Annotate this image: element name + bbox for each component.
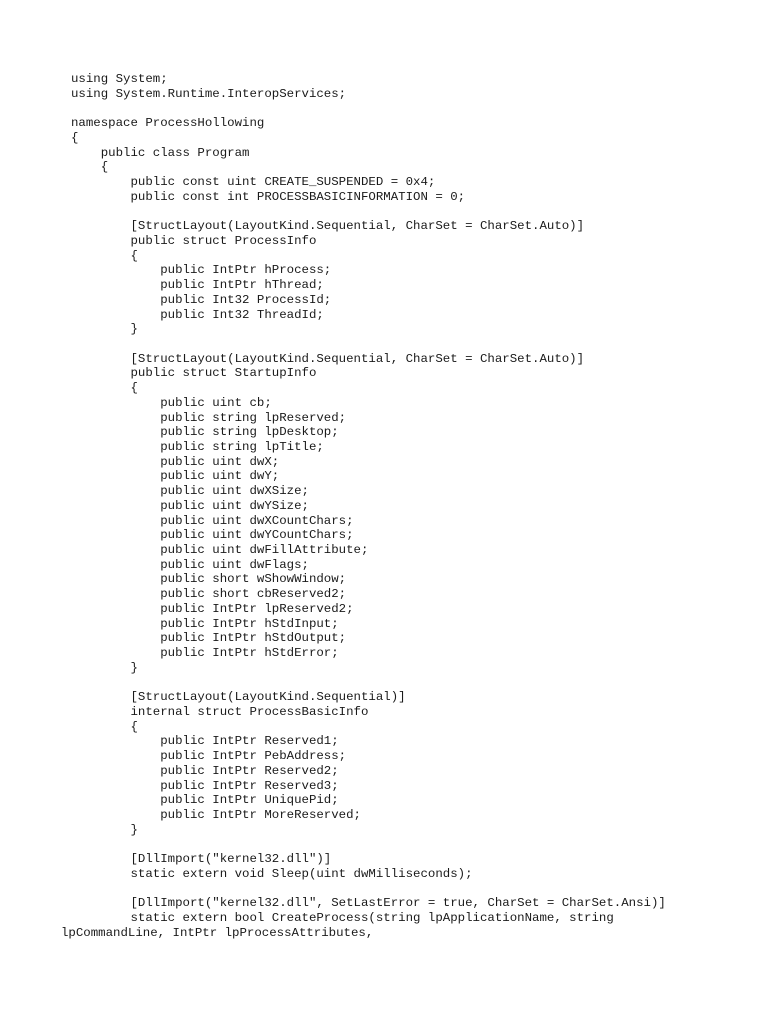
blank-line <box>71 882 666 897</box>
code-line: { <box>71 719 138 734</box>
code-line: public IntPtr hStdError; <box>71 646 339 661</box>
code-line: public class Program <box>71 145 250 160</box>
blank-line <box>71 675 666 690</box>
code-line: public Int32 ThreadId; <box>71 307 324 322</box>
code-line: public uint dwFlags; <box>71 557 309 572</box>
code-line: { <box>71 160 109 175</box>
code-line: } <box>71 660 138 675</box>
code-line: [StructLayout(LayoutKind.Sequential, CharSet = CharSet.Auto)] <box>71 219 585 234</box>
blank-line <box>71 101 666 116</box>
code-line: public string lpTitle; <box>71 439 324 454</box>
code-line: public uint dwXCountChars; <box>71 513 354 528</box>
code-line: namespace ProcessHollowing <box>71 116 265 131</box>
code-line: public string lpReserved; <box>71 410 347 425</box>
code-line: { <box>71 248 138 263</box>
code-line: public IntPtr hProcess; <box>71 263 332 278</box>
code-line: } <box>71 822 138 837</box>
code-line: public struct ProcessInfo <box>71 233 317 248</box>
code-line: public short cbReserved2; <box>71 587 347 602</box>
code-listing <box>61 72 666 940</box>
code-line: using System.Runtime.InteropServices; <box>71 86 347 101</box>
code-line: public IntPtr UniquePid; <box>71 793 339 808</box>
code-line: static extern void Sleep(uint dwMilliseconds); <box>71 866 473 881</box>
code-line: public string lpDesktop; <box>71 425 339 440</box>
code-line: public IntPtr Reserved3; <box>71 778 339 793</box>
code-line: [DllImport("kernel32.dll", SetLastError = true, CharSet = CharSet.Ansi)] <box>71 896 666 911</box>
code-line: [StructLayout(LayoutKind.Sequential)] <box>71 690 406 705</box>
code-line: public uint dwXSize; <box>71 484 309 499</box>
code-line: [DllImport("kernel32.dll")] <box>71 852 332 867</box>
code-line: public const uint CREATE_SUSPENDED = 0x4; <box>71 175 436 190</box>
code-line: [StructLayout(LayoutKind.Sequential, CharSet = CharSet.Auto)] <box>71 351 585 366</box>
code-line: public IntPtr hStdInput; <box>71 616 339 631</box>
code-line: internal struct ProcessBasicInfo <box>71 704 369 719</box>
code-line: static extern bool CreateProcess(string lpApplicationName, string <box>71 910 614 925</box>
blank-line <box>71 837 666 852</box>
code-line: public IntPtr hThread; <box>71 278 324 293</box>
blank-line <box>71 337 666 352</box>
code-line: public uint dwY; <box>71 469 280 484</box>
code-line: public Int32 ProcessId; <box>71 292 332 307</box>
code-line: public IntPtr hStdOutput; <box>71 631 347 646</box>
code-line: public const int PROCESSBASICINFORMATION = 0; <box>71 189 466 204</box>
code-line: public uint cb; <box>71 395 272 410</box>
code-line: public IntPtr lpReserved2; <box>71 601 354 616</box>
code-line: } <box>71 322 138 337</box>
code-line: { <box>71 130 79 145</box>
code-line: public short wShowWindow; <box>71 572 347 587</box>
blank-line <box>71 204 666 219</box>
code-line: { <box>71 381 138 396</box>
code-line: public uint dwYCountChars; <box>71 528 354 543</box>
code-line: public uint dwX; <box>71 454 280 469</box>
code-line: public uint dwYSize; <box>71 498 309 513</box>
code-line: public IntPtr PebAddress; <box>71 749 347 764</box>
code-line: public IntPtr MoreReserved; <box>71 807 361 822</box>
code-line: public uint dwFillAttribute; <box>71 543 369 557</box>
code-line: using System; <box>71 72 168 86</box>
code-line: public IntPtr Reserved1; <box>71 734 339 749</box>
code-line: public struct StartupInfo <box>71 366 317 381</box>
code-line: lpCommandLine, IntPtr lpProcessAttributes, <box>61 925 374 940</box>
code-line: public IntPtr Reserved2; <box>71 763 339 778</box>
